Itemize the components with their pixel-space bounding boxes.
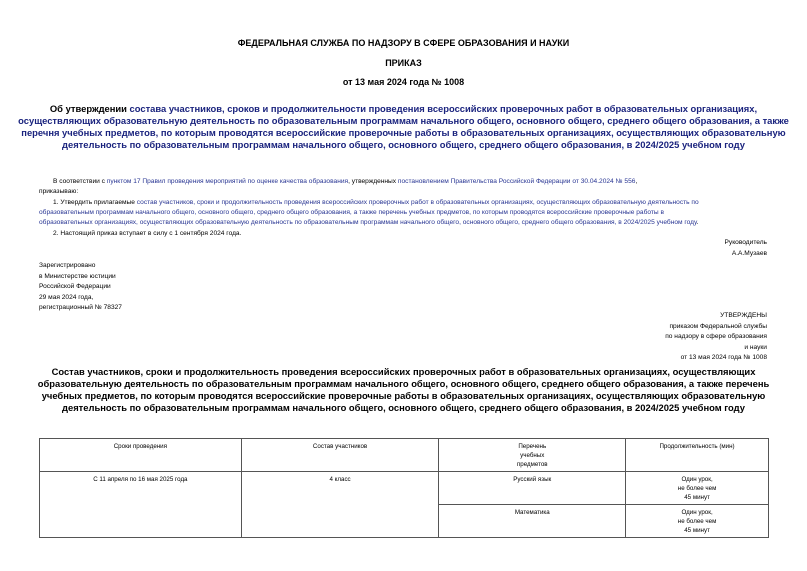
cell-subject: Математика [439, 505, 626, 538]
cell-duration [626, 472, 769, 505]
cell-period: С 11 апреля по 16 мая 2025 года [40, 472, 242, 538]
duration-line: не более чем [677, 485, 717, 492]
registration-line: регистрационный № 78327 [39, 304, 122, 311]
rules-link[interactable]: пунктом 17 Правил проведения мероприятий по оценке качества образования [106, 178, 349, 185]
approval-line: приказом Федеральной службы [669, 322, 767, 330]
approval-line: УТВЕРЖДЕНЫ [720, 312, 767, 319]
document-type: ПРИКАЗ [385, 58, 422, 68]
table-row [40, 472, 769, 505]
header-subjects [439, 439, 626, 472]
signature-role: Руководитель [724, 239, 767, 246]
title-prefix: Об утверждении [49, 103, 130, 114]
agency-name: ФЕДЕРАЛЬНАЯ СЛУЖБА ПО НАДЗОРУ В СФЕРЕ ОБРАЗОВАНИЯ И НАУКИ [237, 38, 570, 48]
approval-line: и науки [744, 343, 767, 351]
header-period: Сроки проведения [40, 439, 242, 472]
cell-duration [626, 505, 769, 538]
duration-line: Один урок, [681, 509, 713, 516]
annex-link-cont[interactable]: образовательных организациях, осуществляющих образовательную деятельность по образовательным программам начального общего, основного общего, среднего общего образования, в 2024/2025 учебном году [39, 219, 697, 226]
preamble-paragraph [53, 177, 773, 188]
title-line-4[interactable]: деятельность по образовательным программам начального общего, основного общего, среднего общего образования, в 2024/2025 учебном году [62, 139, 745, 150]
title-line-3[interactable]: перечня учебных предметов, по которым проводятся всероссийские проверочные работы в образовательных организациях, осуществляющих образовательную [21, 127, 786, 138]
order-word: приказываю: [39, 188, 79, 195]
approval-block [665, 311, 767, 364]
registration-block [39, 261, 122, 314]
header-subjects-line: учебных [520, 452, 545, 459]
header-subjects-line: Перечень [518, 443, 547, 450]
annex-link[interactable]: состав участников, сроки и продолжительность проведения всероссийских проверочных работ в образовательных организациях, осуществляющих образовательную деятельность по [136, 199, 699, 206]
title-link[interactable]: состава участников, сроков и продолжительности проведения всероссийских проверочных работ в образовательных организациях, [129, 103, 758, 114]
signature-name: А.А.Музаев [731, 250, 767, 257]
approval-line: от 13 мая 2024 года № 1008 [680, 354, 767, 361]
annex-title-line: учебных предметов, по которым проводятся всероссийские проверочные работы в образовательных организациях, осуществляющих образовательную [41, 390, 766, 401]
duration-line: Один урок, [681, 476, 713, 483]
table-header-row [40, 439, 769, 472]
registration-line: Зарегистрировано [39, 262, 96, 269]
annex-title [0, 366, 807, 414]
item-1-text: . [696, 219, 699, 226]
header-subjects-line: предметов [516, 461, 548, 468]
header-duration: Продолжительность (мин) [626, 439, 769, 472]
annex-title-line: образовательную деятельность по образовательным программам начального общего, основного общего, среднего общего образования, а также перечень [37, 378, 770, 389]
preamble-text: , [635, 178, 638, 185]
registration-line: в Министерстве юстиции [39, 272, 116, 280]
cell-participants: 4 класс [241, 472, 439, 538]
duration-line: 45 минут [684, 494, 710, 501]
document-title [0, 103, 807, 151]
item-1-line-3 [39, 218, 698, 229]
document-date: от 13 мая 2024 года № 1008 [342, 77, 465, 87]
item-1-line-1 [53, 198, 699, 209]
preamble-text: В соответствии с [53, 178, 107, 185]
annex-title-line: Состав участников, сроки и продолжительность проведения всероссийских проверочных работ в образовательных организациях, осуществляющих [51, 366, 756, 377]
title-line-2[interactable]: осуществляющих образовательную деятельность по образовательным программам начального общего, основного общего, среднего общего образования, а также [18, 115, 789, 126]
registration-line: Российской Федерации [39, 283, 111, 290]
annex-title-line: деятельность по образовательным программам начального общего, основного общего, среднего общего образования, в 2024/2025 учебном году [62, 402, 745, 413]
duration-line: 45 минут [684, 527, 710, 534]
duration-line: не более чем [677, 518, 717, 525]
header-participants: Состав участников [241, 439, 439, 472]
registration-line: 29 мая 2024 года, [39, 293, 94, 301]
preamble-text: , утвержденных [348, 178, 398, 185]
resolution-link[interactable]: постановлением Правительства Российской Федерации от 30.04.2024 № 556 [397, 178, 636, 185]
approval-line: по надзору в сфере образования [665, 333, 767, 340]
item-1-text: 1. Утвердить прилагаемые [53, 199, 137, 206]
cell-subject: Русский язык [439, 472, 626, 505]
item-2: 2. Настоящий приказ вступает в силу с 1 сентября 2024 года. [53, 230, 242, 237]
schedule-table [39, 438, 769, 538]
item-1-line-2[interactable]: образовательным программам начального общего, основного общего, среднего общего образования, а также перечень учебных предметов, по которым проводятся всероссийские проверочные работы в [39, 209, 664, 216]
title-line-1 [0, 103, 807, 115]
